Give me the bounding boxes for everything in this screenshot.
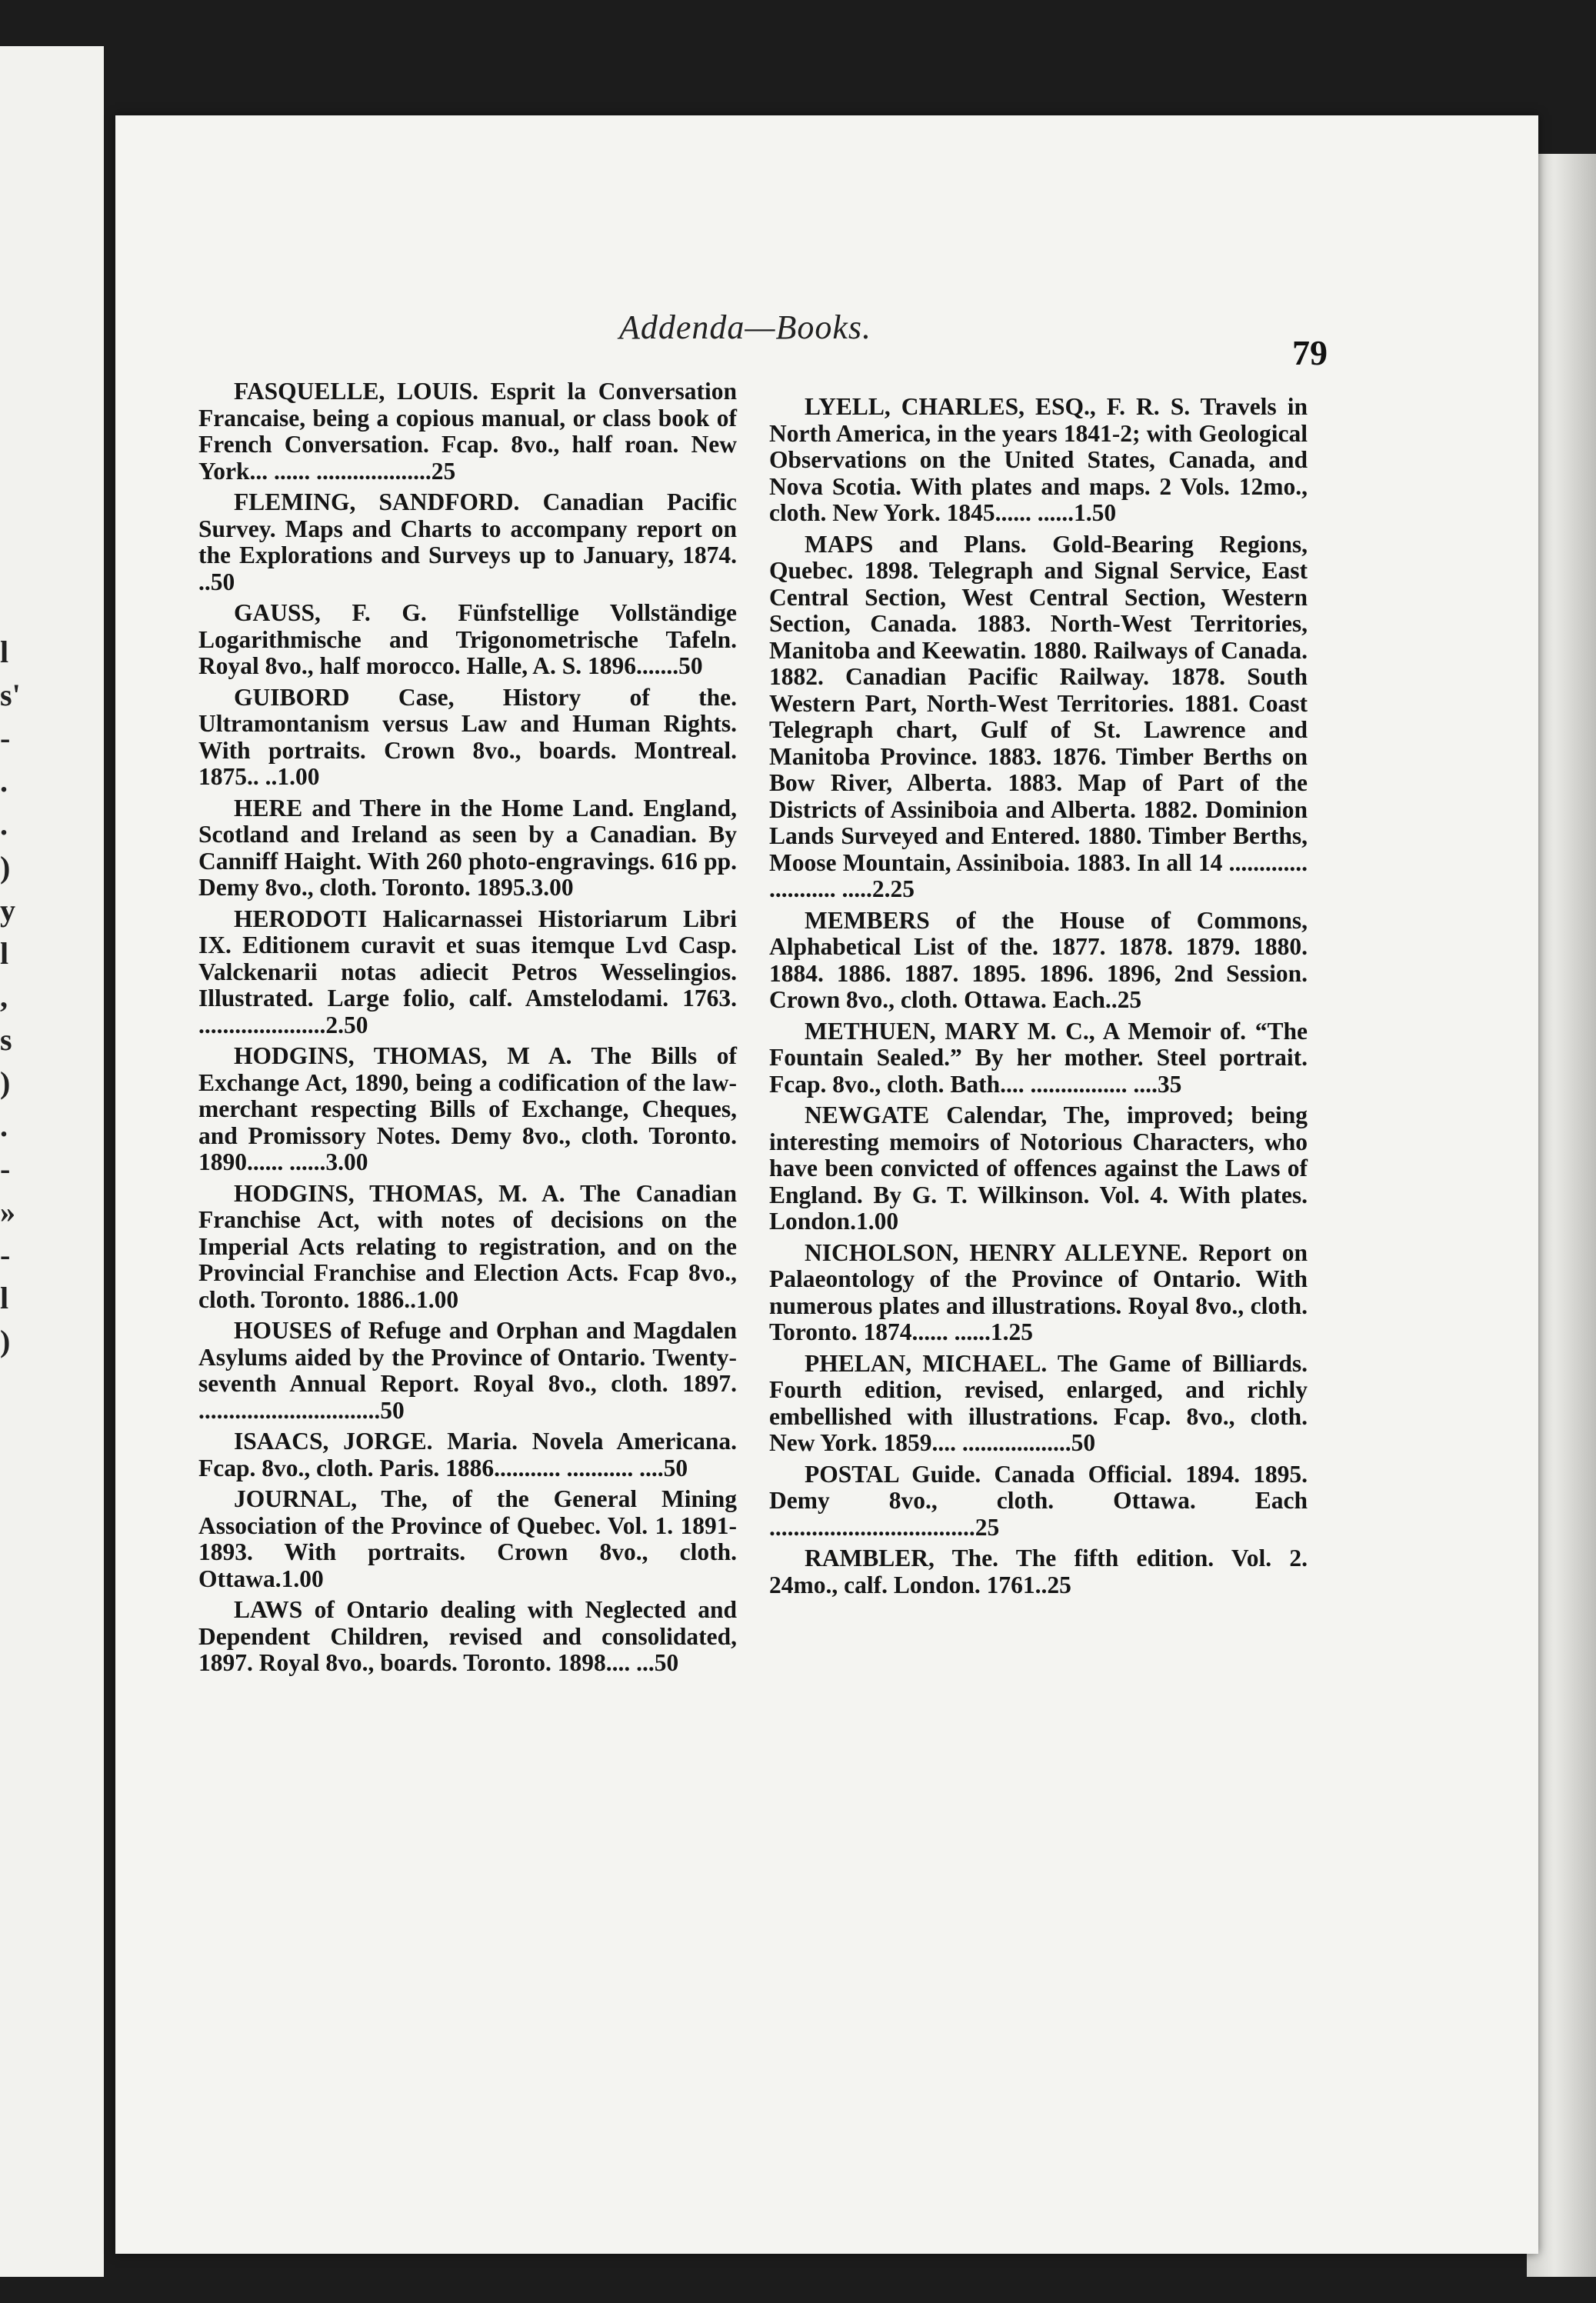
catalog-entry: METHUEN, MARY M. C., A Memoir of. “The Fountain Sealed.” By her mother. Steel portrait. Fcap. 8vo., cloth. Bath.... ................ ....35 [769, 1017, 1308, 1098]
fragment: - [0, 721, 11, 755]
fragment: s [0, 1022, 12, 1057]
catalog-entry: MEMBERS of the House of Commons, Alphabetical List of the. 1877. 1878. 1879. 1880. 1884. 1886. 1887. 1895. 1896. 1896, 2nd Session. Crown 8vo., cloth. Ottawa. Each..25 [769, 906, 1308, 1013]
fragment: l [0, 635, 9, 669]
catalog-entry: HODGINS, THOMAS, M A. The Bills of Exchange Act, 1890, being a codification of the law-merchant respecting Bills of Exchange, Cheques, and Promissory Notes. Demy 8vo., cloth. Toronto. 1890...... ......3.00 [198, 1042, 737, 1175]
fragment: - [0, 1152, 11, 1186]
fragment: l [0, 1281, 9, 1315]
catalog-entry: NEWGATE Calendar, The, improved; being interesting memoirs of Notorious Characters, who have been convicted of offences against the Laws of England. By G. T. Wilkinson. Vol. 4. With plates. London.1.00 [769, 1102, 1308, 1235]
catalog-entry: JOURNAL, The, of the General Mining Association of the Province of Quebec. Vol. 1. 1891-1893. With portraits. Crown 8vo., cloth. Ottawa.1.00 [198, 1485, 737, 1592]
catalog-entry: LYELL, CHARLES, ESQ., F. R. S. Travels in North America, in the years 1841-2; with Geological Observations on the United States, Canada, and Nova Scotia. With plates and maps. 2 Vols. 12mo., cloth. New York. 1845...... ......1.50 [769, 393, 1308, 526]
fragment: y [0, 893, 15, 928]
fragment: ) [0, 1324, 11, 1358]
catalog-entry: HERODOTI Halicarnassei Historiarum Libri IX. Editionem curavit et suas itemque Lvd Casp. Valckenarii notas adiecit Petros Wesselingios. Illustrated. Large folio, calf. Amstelodami. 1763. .....................2.50 [198, 905, 737, 1038]
catalog-entry: RAMBLER, The. The fifth edition. Vol. 2. 24mo., calf. London. 1761..25 [769, 1545, 1308, 1598]
fragment: . [0, 1108, 8, 1143]
catalog-entry: HOUSES of Refuge and Orphan and Magdalen Asylums aided by the Province of Ontario. Twenty-seventh Annual Report. Royal 8vo., cloth. 1897. ..............................50 [198, 1317, 737, 1424]
fragment: s' [0, 678, 21, 712]
catalog-entry: PHELAN, MICHAEL. The Game of Billiards. Fourth edition, revised, enlarged, and richly embellished with illustrations. Fcap. 8vo., cloth. New York. 1859.... ..................50 [769, 1349, 1308, 1456]
fragment: . [0, 764, 8, 798]
fragment: - [0, 1238, 11, 1272]
fragment: ) [0, 850, 11, 885]
running-head: Addenda—Books. [619, 308, 872, 346]
left-margin-fragments [0, 631, 31, 1363]
catalog-entry: HODGINS, THOMAS, M. A. The Canadian Franchise Act, with notes of decisions on the Imperial Acts relating to registration, and on the Provincial Franchise and Election Acts. Fcap 8vo., cloth. Toronto. 1886..1.00 [198, 1179, 737, 1313]
catalog-entry: GUIBORD Case, History of the. Ultramontanism versus Law and Human Rights. With portraits. Crown 8vo., boards. Montreal. 1875.. ..1.00 [198, 683, 737, 790]
fragment: » [0, 1195, 15, 1229]
fragment: , [0, 979, 8, 1014]
left-column [198, 378, 737, 1681]
catalog-entry: GAUSS, F. G. Fünfstellige Vollständige Logarithmische and Trigonometrische Tafeln. Royal 8vo., half morocco. Halle, A. S. 1896.......50 [198, 599, 737, 679]
catalog-entry: HERE and There in the Home Land. England, Scotland and Ireland as seen by a Canadian. By Canniff Haight. With 260 photo-engravings. 616 pp. Demy 8vo., cloth. Toronto. 1895.3.00 [198, 794, 737, 901]
catalog-entry: MAPS and Plans. Gold-Bearing Regions, Quebec. 1898. Telegraph and Signal Service, East Central Section, West Central Section, Western Section, Canada. 1883. North-West Territories, Manitoba and Keewatin. 1880. Railways of Canada. 1882. Canadian Pacific Railway. 1878. South Western Part, North-West Territories. 1881. Coast Telegraph chart, Gulf of St. Lawrence and Manitoba Province. 1883. 1876. Timber Berths on Bow River, Alberta. 1883. Map of Part of the Districts of Assiniboia and Alberta. 1882. Dominion Lands Surveyed and Entered. 1880. Timber Berths, Moose Mountain, Assiniboia. 1883. In all 14 ............. ........... .....2.25 [769, 530, 1308, 902]
catalog-entry: NICHOLSON, HENRY ALLEYNE. Report on Palaeontology of the Province of Ontario. With numerous plates and illustrations. Royal 8vo., cloth. Toronto. 1874...... ......1.25 [769, 1238, 1308, 1345]
catalog-entry: ISAACS, JORGE. Maria. Novela Americana. Fcap. 8vo., cloth. Paris. 1886........... ........... ....50 [198, 1428, 737, 1481]
fragment: l [0, 936, 9, 971]
catalog-entry: FASQUELLE, LOUIS. Esprit la Conversation Francaise, being a copious manual, or class book of French Conversation. Fcap. 8vo., half roan. New York... ...... ...................25 [198, 378, 737, 485]
fragment: . [0, 807, 8, 842]
right-column [769, 394, 1308, 1603]
catalog-entry: LAWS of Ontario dealing with Neglected and Dependent Children, revised and consolidated, 1897. Royal 8vo., boards. Toronto. 1898.... ...50 [198, 1596, 737, 1676]
page-number: 79 [1292, 333, 1328, 372]
fragment: ) [0, 1065, 11, 1100]
catalog-entry: FLEMING, SANDFORD. Canadian Pacific Survey. Maps and Charts to accompany report on the Explorations and Surveys up to January, 1874. ..50 [198, 488, 737, 595]
catalog-entry: POSTAL Guide. Canada Official. 1894. 1895. Demy 8vo., cloth. Ottawa. Each ..................................25 [769, 1460, 1308, 1541]
